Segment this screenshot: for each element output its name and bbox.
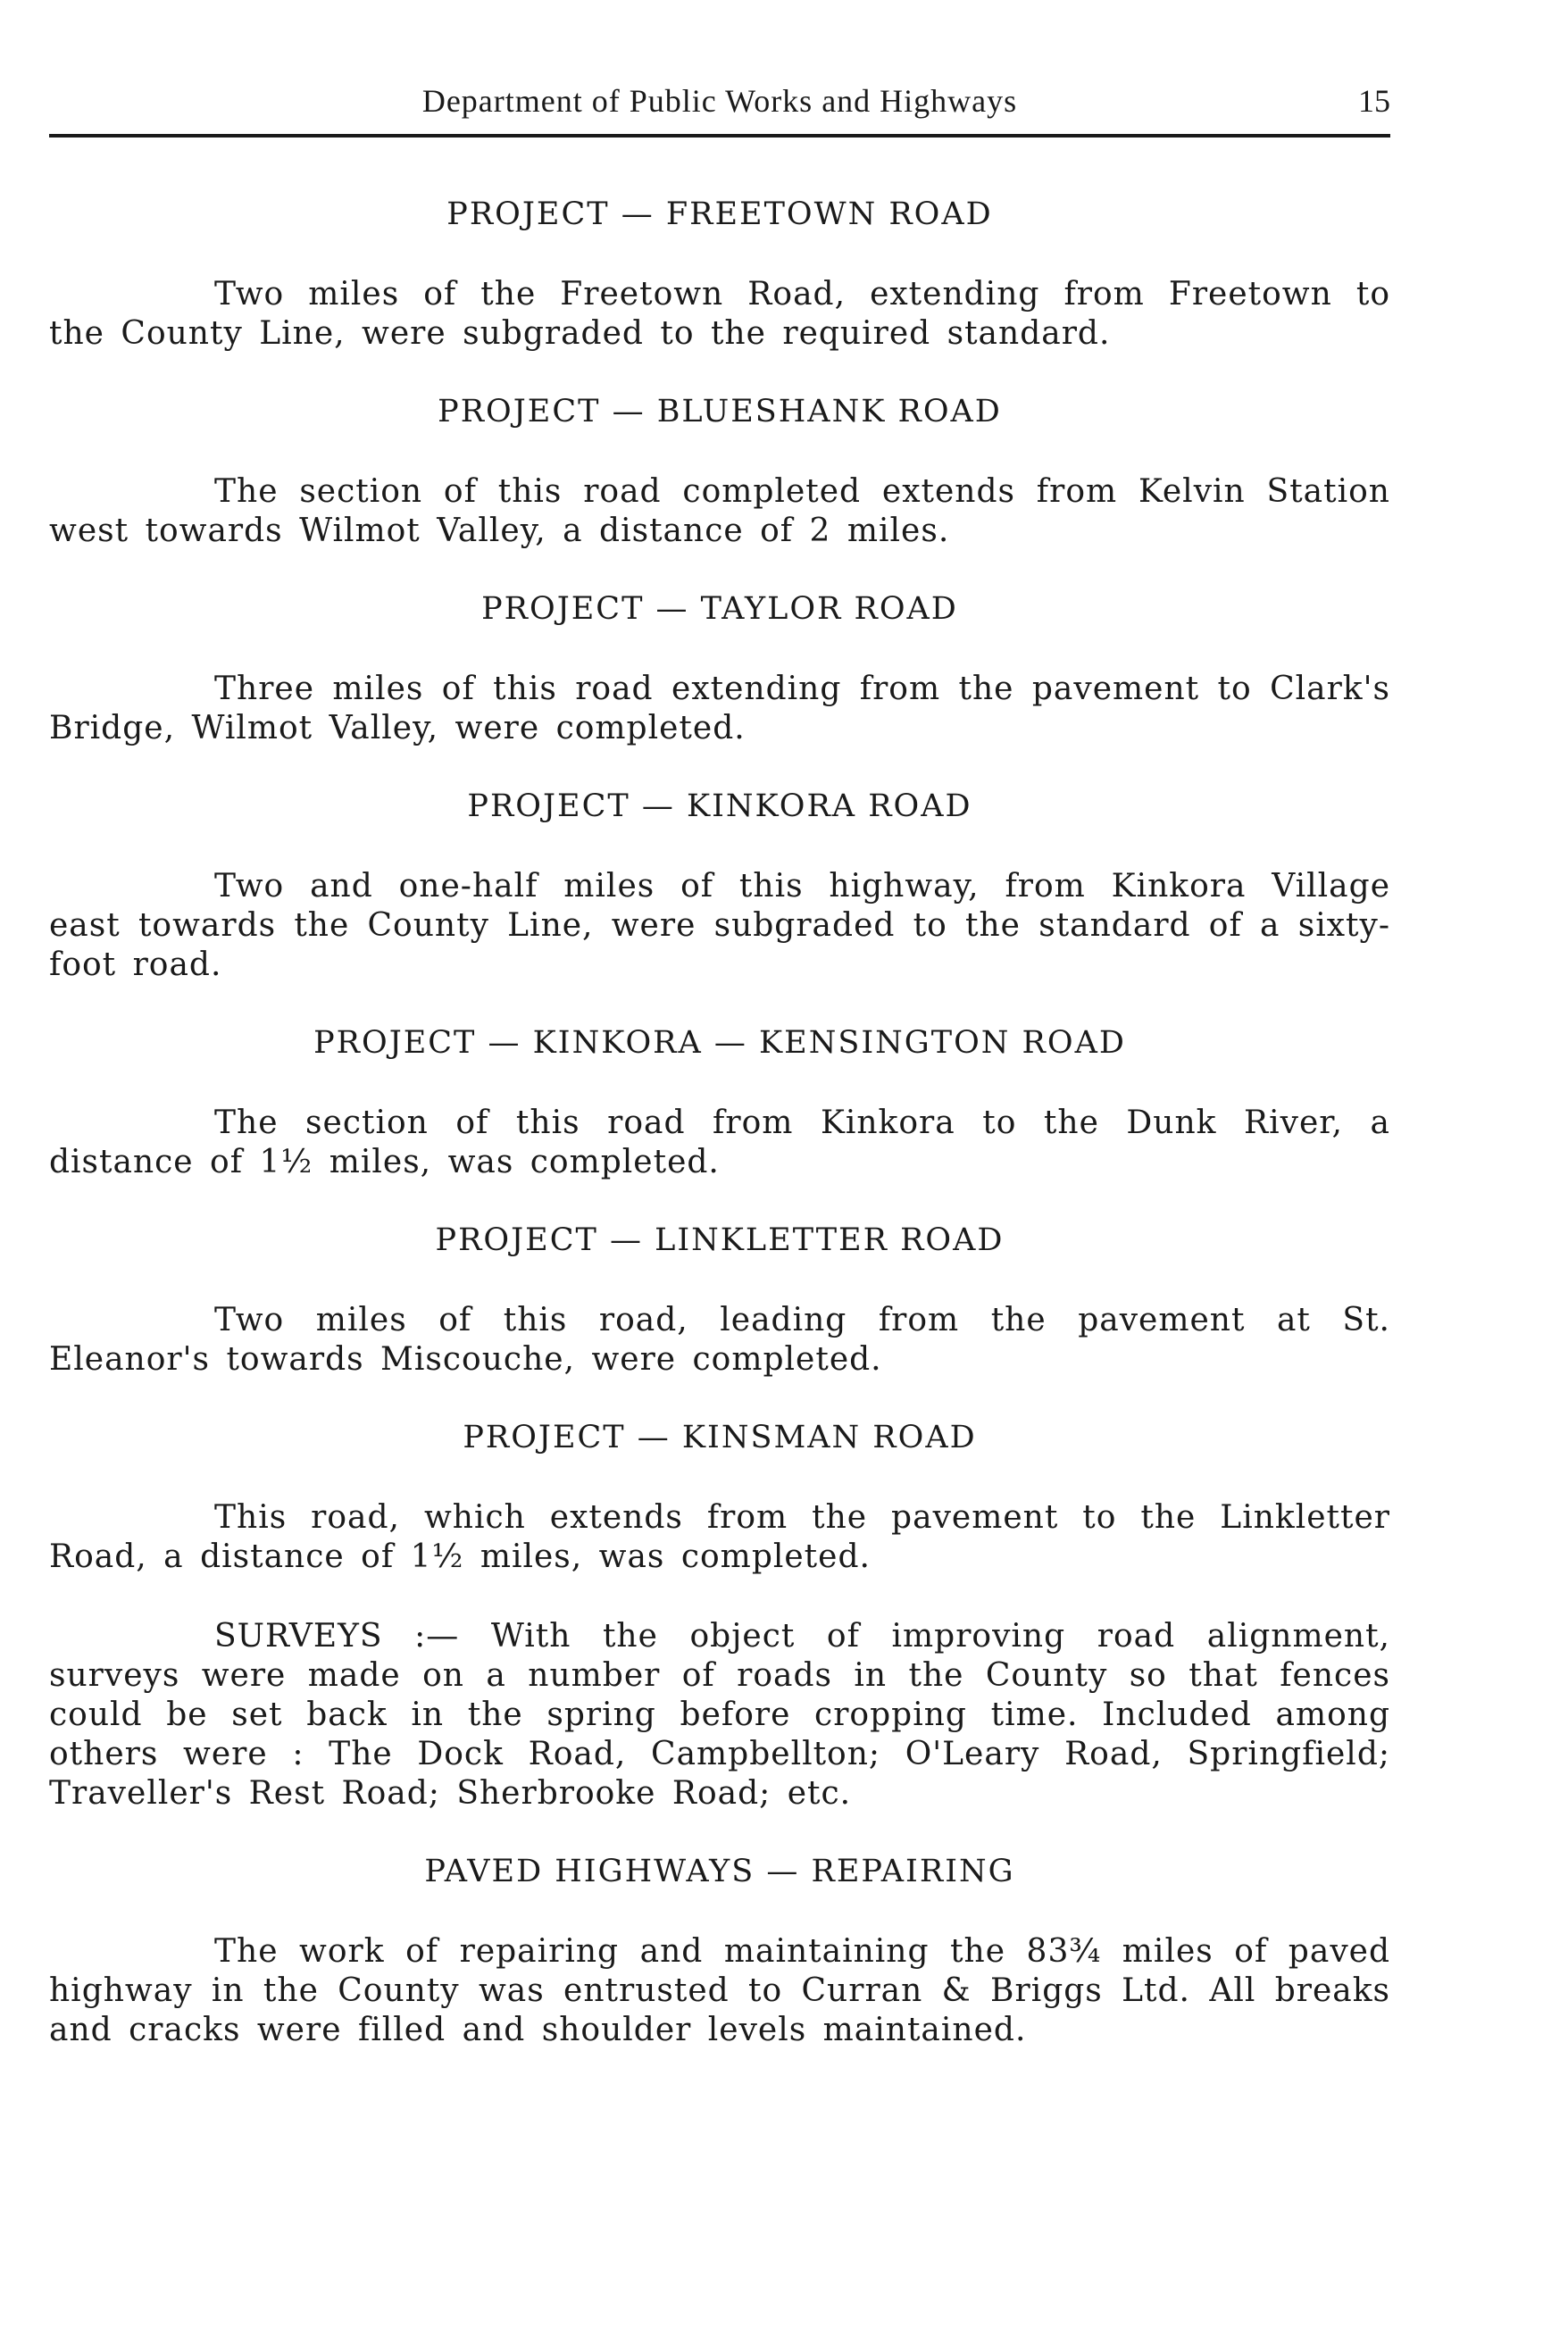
running-header <box>49 79 1390 123</box>
header-rule <box>49 134 1390 138</box>
heading-paved-highways: PAVED HIGHWAYS — REPAIRING <box>424 1854 1015 1889</box>
paragraph-freetown-road: Two miles of the Freetown Road, extending from Freetown to the County Line, were subgraded to the required standard. <box>49 276 1390 352</box>
heading-blueshank-road: PROJECT — BLUESHANK ROAD <box>438 394 1002 429</box>
heading-kinkora-road: PROJECT — KINKORA ROAD <box>467 788 972 824</box>
paragraph-blueshank-road: The section of this road completed extends from Kelvin Station west towards Wilmot Valley, a distance of 2 miles. <box>49 473 1390 549</box>
heading-freetown-road: PROJECT — FREETOWN ROAD <box>446 196 993 232</box>
paragraph-surveys: SURVEYS :— With the object of improving road alignment, surveys were made on a number of roads in the County so that fences could be set back in the spring before cropping time. Included among others were : The Dock Road, Campbellton; O'Leary Road, Springfield; Traveller's Rest Road; Sherbrooke Road; etc. <box>49 1618 1390 1812</box>
paragraph-taylor-road: Three miles of this road extending from the pavement to Clark's Bridge, Wilmot Valley, were completed. <box>49 671 1390 746</box>
paragraph-kinsman-road: This road, which extends from the pavement to the Linkletter Road, a distance of 1½ miles, was completed. <box>49 1499 1390 1575</box>
page-number: 15 <box>1358 83 1390 119</box>
paragraph-linkletter-road: Two miles of this road, leading from the pavement at St. Eleanor's towards Miscouche, were completed. <box>49 1302 1390 1378</box>
heading-taylor-road: PROJECT — TAYLOR ROAD <box>481 591 958 627</box>
paragraph-kinkora-kensington-road: The section of this road from Kinkora to the Dunk River, a distance of 1½ miles, was completed. <box>49 1105 1390 1180</box>
heading-kinkora-kensington-road: PROJECT — KINKORA — KENSINGTON ROAD <box>313 1025 1126 1061</box>
heading-kinsman-road: PROJECT — KINSMAN ROAD <box>463 1420 977 1455</box>
heading-linkletter-road: PROJECT — LINKLETTER ROAD <box>435 1222 1005 1258</box>
page-content <box>49 196 1390 2090</box>
running-title: Department of Public Works and Highways <box>421 83 1018 119</box>
paragraph-kinkora-road: Two and one-half miles of this highway, from Kinkora Village east towards the County Line, were subgraded to the standard of a sixty-foot road. <box>49 868 1390 983</box>
paragraph-paved-highways: The work of repairing and maintaining the 83¾ miles of paved highway in the County was entrusted to Curran & Briggs Ltd. All breaks and cracks were filled and shoulder levels maintained. <box>49 1933 1390 2048</box>
